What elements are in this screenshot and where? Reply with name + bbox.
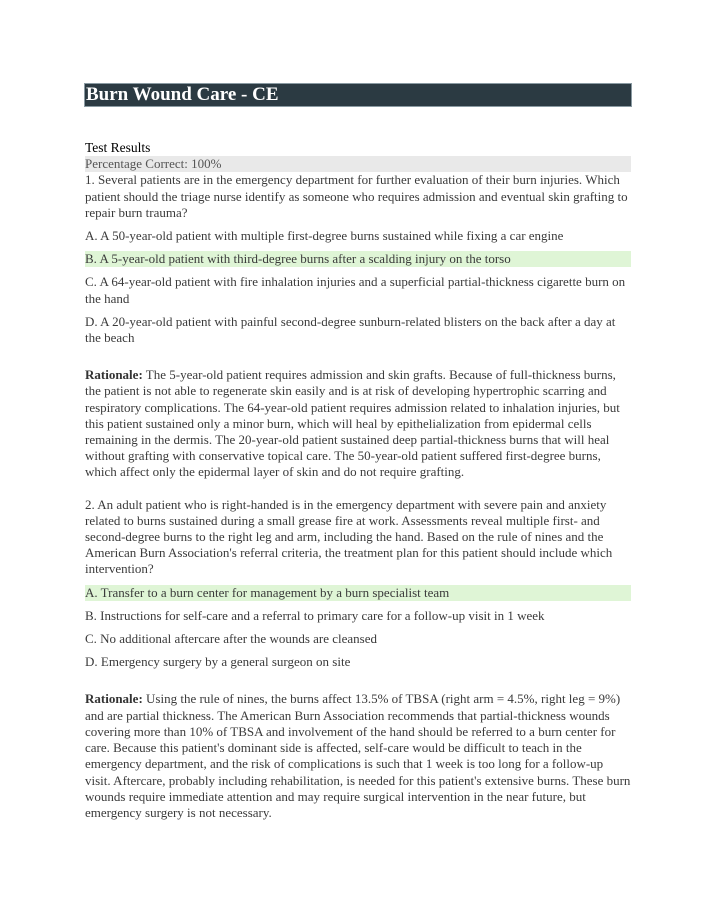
- question-2-text: 2. An adult patient who is right-handed is in the emergency department with severe pain and anxiety related to burns sustained during a small grease fire at work. Assessments reveal multiple first- and second-degree burns to the right leg and arm, including the hand. Based on the rule of nines and the American Burn Association's referral criteria, the treatment plan for this patient should include which intervention?: [85, 496, 613, 577]
- question-1-option-a: A. A 50-year-old patient with multiple first-degree burns sustained while fixing a car engine: [85, 228, 564, 244]
- question-1-text: 1. Several patients are in the emergency department for further evaluation of their burn injuries. Which patient should the triage nurse identify as someone who requires admission and eventual skin grafting to repair burn trauma?: [85, 172, 628, 220]
- question-1-option-b-correct: B. A 5-year-old patient with third-degree burns after a scalding injury on the torso: [85, 251, 631, 267]
- question-1-option-d: D. A 20-year-old patient with painful second-degree sunburn-related blisters on the back after a day at the beach: [85, 313, 616, 346]
- percentage-correct: Percentage Correct: 100%: [85, 156, 631, 172]
- test-content: [85, 140, 631, 821]
- question-2-option-d: D. Emergency surgery by a general surgeon on site: [85, 654, 351, 670]
- question-1-option-c: C. A 64-year-old patient with fire inhalation injuries and a superficial partial-thickness cigarette burn on the hand: [85, 274, 626, 306]
- rationale-text: Using the rule of nines, the burns affect 13.5% of TBSA (right arm = 4.5%, right leg = 9%) and are partial thickness. The American Burn Association recommends that partial-thickness wounds covering more than 10% of TBSA and involvement of the hand should be referred to a burn center for care. Because this patient's dominant side is affected, self-care would be difficult to teach in the emergency department, and the risk of complications is such that 1 week is too long for a follow-up visit. Aftercare, probably including rehabilitation, is needed for this patient's extensive burns. These burn wounds require immediate attention and may require surgical intervention in the near future, but emergency surgery is not necessary.: [85, 691, 631, 820]
- question-1-rationale: [85, 367, 631, 480]
- rationale-label: Rationale:: [85, 367, 143, 383]
- question-2-option-a-correct: A. Transfer to a burn center for management by a burn specialist team: [85, 585, 631, 601]
- question-2-option-b: B. Instructions for self-care and a referral to primary care for a follow-up visit in 1 week: [85, 607, 545, 623]
- rationale-label: Rationale:: [85, 691, 143, 707]
- page-title: Burn Wound Care - CE: [86, 84, 279, 105]
- question-2-rationale: [85, 691, 631, 821]
- title-bar: [84, 83, 632, 107]
- rationale-text: The 5-year-old patient requires admission and skin grafts. Because of full-thickness burns, the patient is not able to regenerate skin easily and is at risk of developing hypertrophic scarring and respiratory complications. The 64-year-old patient requires admission related to inhalation injuries, but this patient sustained only a minor burn, which will heal by epithelialization from epidermal cells remaining in the dermis. The 20-year-old patient sustained deep partial-thickness burns that will heal without grafting with conservative topical care. The 50-year-old patient suffered first-degree burns, which affect only the epidermal layer of skin and do not require grafting.: [85, 367, 620, 480]
- results-heading: Test Results: [85, 140, 151, 155]
- question-2-option-c: C. No additional aftercare after the wounds are cleansed: [85, 631, 378, 647]
